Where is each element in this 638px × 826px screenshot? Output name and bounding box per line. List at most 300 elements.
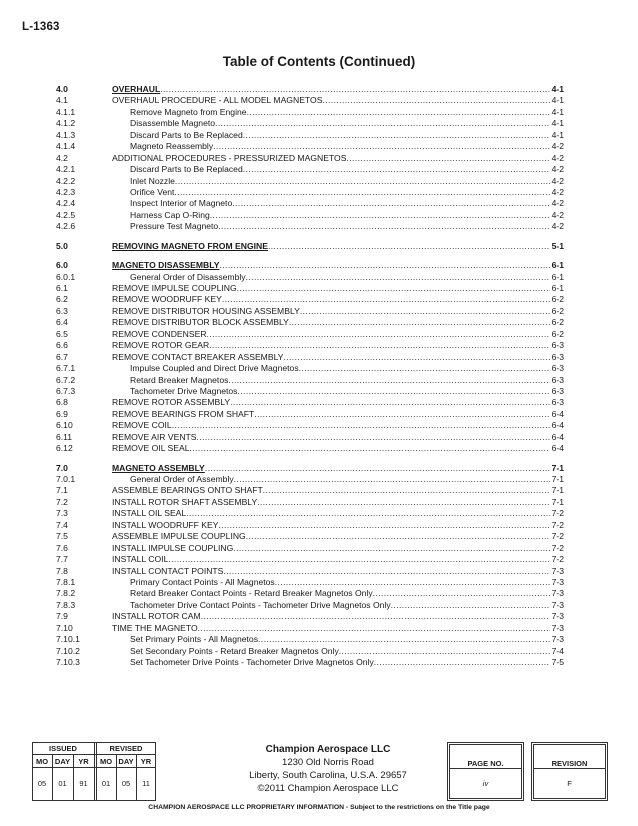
toc-entry-body xyxy=(112,118,550,129)
toc-section-title: Discard Parts to Be Replaced xyxy=(130,164,243,175)
toc-entry-body xyxy=(112,352,550,363)
toc-section-title: Discard Parts to Be Replaced xyxy=(130,129,243,140)
toc-page-number: 7-2 xyxy=(551,519,564,530)
toc-section-title: ASSEMBLE IMPULSE COUPLING xyxy=(112,531,246,542)
toc-dot-leader xyxy=(215,118,550,129)
toc-entry xyxy=(56,176,564,187)
toc-dot-leader xyxy=(373,588,550,599)
toc-entry-body xyxy=(112,130,550,141)
toc-dot-leader xyxy=(237,386,549,397)
toc-page-number: 6-1 xyxy=(551,283,564,293)
toc-entry-body xyxy=(112,340,550,351)
issued-mo: 05 xyxy=(37,779,47,788)
toc-section-title: TIME THE MAGNETO xyxy=(112,622,198,633)
toc-entry xyxy=(56,198,564,209)
toc-section-title: Retard Breaker Contact Points - Retard Breaker Magnetos Only xyxy=(130,588,373,599)
toc-entry xyxy=(56,95,564,106)
toc-page-number: 6-2 xyxy=(551,317,564,328)
toc-section-number: 7.10 xyxy=(56,622,73,633)
toc-dot-leader xyxy=(172,420,550,431)
toc-dot-leader xyxy=(374,657,550,668)
revision-box xyxy=(531,742,608,801)
toc-page-number: 4-2 xyxy=(551,175,564,186)
document-id: L-1363 xyxy=(22,21,60,33)
toc-entry xyxy=(56,463,564,474)
toc-section-title: Remove Magneto from Engine xyxy=(130,106,247,117)
toc-entry xyxy=(56,141,564,152)
toc-section-title: ADDITIONAL PROCEDURES - PRESSURIZED MAGNETOS xyxy=(112,152,347,163)
toc-section-title: Orifice Vent xyxy=(130,186,175,197)
company-address-line2: Liberty, South Carolina, U.S.A. 29657 xyxy=(249,770,407,781)
toc-entry xyxy=(56,317,564,328)
toc-page-number: 7-2 xyxy=(551,542,564,553)
toc-dot-leader xyxy=(243,164,550,175)
toc-section-number: 5.0 xyxy=(56,240,68,251)
toc-entry xyxy=(56,646,564,657)
toc-page-number: 7-4 xyxy=(551,645,564,656)
toc-entry-body xyxy=(112,623,550,634)
toc-section-number: 4.2.3 xyxy=(56,186,76,197)
toc-page-number: 4-2 xyxy=(551,221,564,232)
toc-section-title: INSTALL ROTOR SHAFT ASSEMBLY xyxy=(112,496,258,507)
toc-page-number: 7-1 xyxy=(551,474,564,484)
toc-section-title: Retard Breaker Magnetos xyxy=(130,374,229,385)
toc-dot-leader xyxy=(168,554,549,565)
toc-section-title: INSTALL CONTACT POINTS xyxy=(112,565,224,576)
toc-section-number: 4.1.3 xyxy=(56,129,76,140)
toc-section-number: 6.0.1 xyxy=(56,271,76,282)
toc-entry-body xyxy=(112,497,550,508)
toc-section-title: REMOVE AIR VENTS xyxy=(112,431,197,442)
revised-yr: 11 xyxy=(142,779,150,788)
toc-section-number: 7.9 xyxy=(56,611,68,622)
toc-entry xyxy=(56,272,564,283)
toc-entry-body xyxy=(112,432,550,443)
page-title: Table of Contents (Continued) xyxy=(222,54,416,69)
toc-dot-leader xyxy=(207,329,550,340)
toc-section-number: 7.10.3 xyxy=(56,657,80,667)
toc-section-title: REMOVE COIL xyxy=(112,420,172,431)
toc-entry-body xyxy=(112,611,550,622)
toc-section-number: 7.5 xyxy=(56,531,68,542)
toc-entry xyxy=(56,164,564,175)
toc-entry-body xyxy=(112,577,550,588)
toc-page-number: 7-2 xyxy=(551,531,564,542)
toc-page-number: 6-3 xyxy=(551,340,564,351)
toc-dot-leader xyxy=(246,272,550,283)
toc-section-number: 7.7 xyxy=(56,554,68,565)
toc-dot-leader xyxy=(243,130,550,141)
toc-section-title: Pressure Test Magneto xyxy=(130,221,219,232)
toc-section-title: Impulse Coupled and Direct Drive Magnetos xyxy=(130,363,299,374)
toc-section-title: REMOVE WOODRUFF KEY xyxy=(112,294,222,305)
toc-dot-leader xyxy=(232,198,549,209)
toc-entry xyxy=(56,409,564,420)
toc-dot-leader xyxy=(234,474,550,485)
toc-page-number: 7-3 xyxy=(551,611,564,622)
toc-section-title: Disassemble Magneto xyxy=(130,118,216,129)
toc-entry xyxy=(56,375,564,386)
toc-entry xyxy=(56,497,564,508)
toc-section-number: 7.8 xyxy=(56,565,68,576)
table-of-contents xyxy=(56,84,564,668)
toc-entry xyxy=(56,340,564,351)
toc-entry-body xyxy=(112,543,550,554)
toc-entry xyxy=(56,221,564,232)
toc-section-title: ASSEMBLE BEARINGS ONTO SHAFT xyxy=(112,485,263,496)
toc-entry-body xyxy=(112,588,550,599)
company-address-line1: 1230 Old Norris Road xyxy=(282,757,374,768)
toc-dot-leader xyxy=(160,84,549,95)
toc-page-number: 7-2 xyxy=(551,508,564,519)
issued-yr-header: YR xyxy=(78,757,89,766)
toc-section-number: 6.3 xyxy=(56,305,68,316)
toc-dot-leader xyxy=(254,409,549,420)
toc-entry xyxy=(56,474,564,485)
toc-page-number: 6-3 xyxy=(551,397,564,408)
toc-entry-body xyxy=(112,241,550,252)
revised-day: 05 xyxy=(121,779,131,788)
toc-entry xyxy=(56,485,564,496)
toc-section-title: REMOVE IMPULSE COUPLING xyxy=(112,283,237,293)
toc-section-number: 4.1.4 xyxy=(56,141,76,152)
toc-entry-body xyxy=(112,272,550,283)
toc-page-number: 6-3 xyxy=(551,385,564,396)
toc-page-number: 4-1 xyxy=(551,129,564,140)
toc-entry-body xyxy=(112,531,550,542)
company-block xyxy=(212,742,444,794)
toc-section-number: 7.0.1 xyxy=(56,474,76,484)
toc-section-title: OVERHAUL PROCEDURE - ALL MODEL MAGNETOS xyxy=(112,95,323,106)
toc-dot-leader xyxy=(263,485,550,496)
toc-page-number: 7-3 xyxy=(551,622,564,633)
toc-entry-body xyxy=(112,600,550,611)
toc-section-number: 6.12 xyxy=(56,443,73,454)
toc-entry xyxy=(56,420,564,431)
toc-dot-leader xyxy=(223,566,549,577)
toc-entry-body xyxy=(112,187,550,198)
toc-section-number: 4.2.5 xyxy=(56,209,76,220)
toc-section-title: INSTALL IMPULSE COUPLING xyxy=(112,542,234,553)
toc-entry xyxy=(56,577,564,588)
toc-entry-body xyxy=(112,260,550,271)
toc-page-number: 6-1 xyxy=(551,260,564,271)
toc-dot-leader xyxy=(275,577,550,588)
toc-entry-body xyxy=(112,141,550,152)
toc-entry-body xyxy=(112,294,550,305)
toc-entry-body xyxy=(112,283,550,294)
toc-section-title: Harness Cap O-Ring xyxy=(130,209,210,220)
toc-section-number: 6.1 xyxy=(56,283,68,293)
toc-section-title: General Order of Disassembly xyxy=(130,271,246,282)
toc-section-number: 6.4 xyxy=(56,317,68,328)
toc-page-number: 7-3 xyxy=(551,576,564,587)
toc-section-number: 6.10 xyxy=(56,420,73,431)
revision-letter: F xyxy=(567,779,572,788)
toc-dot-leader xyxy=(391,600,550,611)
toc-dot-leader xyxy=(300,306,550,317)
toc-section-number: 4.1 xyxy=(56,95,68,106)
toc-page-number: 4-1 xyxy=(551,95,564,106)
toc-entry-body xyxy=(112,164,550,175)
proprietary-notice: CHAMPION AEROSPACE LLC PROPRIETARY INFORMATION - Subject to the restrictions on the Title page xyxy=(148,804,490,811)
toc-dot-leader xyxy=(257,497,549,508)
toc-section-title: General Order of Assembly xyxy=(130,474,234,484)
toc-entry-body xyxy=(112,463,550,474)
issued-day-header: DAY xyxy=(54,757,71,766)
toc-section-number: 7.4 xyxy=(56,519,68,530)
toc-page-number: 6-3 xyxy=(551,374,564,385)
toc-dot-leader xyxy=(283,352,549,363)
toc-dot-leader xyxy=(198,623,550,634)
toc-section-title: Tachometer Drive Magnetos xyxy=(130,385,238,396)
toc-page-number: 4-2 xyxy=(551,209,564,220)
toc-section-number: 7.10.2 xyxy=(56,645,80,656)
toc-section-number: 6.0 xyxy=(56,260,68,271)
toc-entry xyxy=(56,634,564,645)
revised-mo: 01 xyxy=(101,779,111,788)
issued-mo-header: MO xyxy=(35,757,49,766)
toc-page-number: 4-2 xyxy=(551,186,564,197)
toc-section-title: REMOVE OIL SEAL xyxy=(112,443,190,454)
toc-entry-body xyxy=(112,386,550,397)
toc-section-number: 4.2 xyxy=(56,152,68,163)
toc-section-title: REMOVE ROTOR GEAR xyxy=(112,340,210,351)
toc-section-number: 7.0 xyxy=(56,462,68,473)
toc-section-title: Inlet Nozzle xyxy=(130,175,175,186)
toc-section-number: 7.8.2 xyxy=(56,588,76,599)
toc-page-number: 7-1 xyxy=(551,462,564,473)
toc-page-number: 7-5 xyxy=(551,657,564,667)
toc-dot-leader xyxy=(201,611,550,622)
toc-entry-body xyxy=(112,646,550,657)
toc-dot-leader xyxy=(230,397,549,408)
toc-entry-body xyxy=(112,409,550,420)
toc-dot-leader xyxy=(289,317,550,328)
toc-entry xyxy=(56,210,564,221)
toc-entry-body xyxy=(112,210,550,221)
toc-dot-leader xyxy=(228,375,549,386)
toc-page-number: 6-1 xyxy=(551,271,564,282)
toc-section-title: Primary Contact Points - All Magnetos xyxy=(130,576,275,587)
toc-dot-leader xyxy=(233,543,549,554)
toc-page-number: 6-4 xyxy=(551,408,564,419)
title-block-footer xyxy=(32,742,608,801)
toc-page-number: 7-3 xyxy=(551,599,564,610)
toc-dot-leader xyxy=(237,283,550,294)
toc-section-number: 7.6 xyxy=(56,542,68,553)
toc-entry-body xyxy=(112,329,550,340)
toc-section-number: 4.2.2 xyxy=(56,175,76,186)
toc-dot-leader xyxy=(339,646,550,657)
toc-entry xyxy=(56,329,564,340)
toc-dot-leader xyxy=(197,432,550,443)
toc-entry xyxy=(56,107,564,118)
toc-entry xyxy=(56,543,564,554)
toc-dot-leader xyxy=(346,153,549,164)
toc-section-number: 4.2.6 xyxy=(56,221,76,232)
toc-page-number: 7-3 xyxy=(551,634,564,645)
toc-entry xyxy=(56,241,564,252)
toc-entry-body xyxy=(112,443,550,454)
toc-entry xyxy=(56,531,564,542)
toc-page-number: 6-2 xyxy=(551,294,564,305)
revised-day-header: DAY xyxy=(118,757,134,766)
toc-entry xyxy=(56,84,564,95)
toc-page-number: 6-2 xyxy=(551,305,564,316)
toc-entry xyxy=(56,363,564,374)
toc-entry xyxy=(56,187,564,198)
toc-section-number: 6.8 xyxy=(56,397,68,408)
toc-entry-body xyxy=(112,566,550,577)
toc-section-title: INSTALL ROTOR CAM xyxy=(112,611,201,622)
toc-entry-body xyxy=(112,375,550,386)
revised-yr-header: YR xyxy=(140,757,152,766)
toc-entry-body xyxy=(112,306,550,317)
toc-dot-leader xyxy=(322,95,549,106)
toc-page-number: 7-1 xyxy=(551,485,564,496)
toc-dot-leader xyxy=(218,221,549,232)
toc-section-title: Set Primary Points - All Magnetos xyxy=(130,634,258,645)
toc-entry xyxy=(56,352,564,363)
toc-entry xyxy=(56,588,564,599)
toc-entry-body xyxy=(112,508,550,519)
toc-dot-leader xyxy=(174,187,549,198)
toc-page-number: 4-1 xyxy=(551,84,564,94)
toc-section-title: REMOVE BEARINGS FROM SHAFT xyxy=(112,408,255,419)
toc-section-number: 6.7.3 xyxy=(56,385,76,396)
toc-entry xyxy=(56,508,564,519)
toc-page-number: 4-2 xyxy=(551,152,564,163)
toc-section-title: MAGNETO ASSEMBLY xyxy=(112,462,205,473)
toc-entry-body xyxy=(112,95,550,106)
copyright: ©2011 Champion Aerospace LLC xyxy=(257,783,399,794)
toc-entry-body xyxy=(112,657,550,668)
toc-entry xyxy=(56,432,564,443)
toc-entry xyxy=(56,611,564,622)
toc-page-number: 7-2 xyxy=(551,554,564,565)
toc-page-number: 4-2 xyxy=(551,198,564,209)
toc-section-title: REMOVE CONDENSER xyxy=(112,328,207,339)
toc-entry xyxy=(56,600,564,611)
toc-entry xyxy=(56,657,564,668)
toc-entry xyxy=(56,153,564,164)
toc-entry-body xyxy=(112,176,550,187)
toc-section-number: 7.1 xyxy=(56,485,68,496)
toc-entry-body xyxy=(112,107,550,118)
toc-entry xyxy=(56,443,564,454)
toc-section-title: INSTALL COIL xyxy=(112,554,169,565)
toc-page-number: 7-3 xyxy=(551,565,564,576)
toc-page-number: 7-1 xyxy=(551,496,564,507)
toc-section-number: 6.7.2 xyxy=(56,374,76,385)
toc-section-title: REMOVE DISTRIBUTOR HOUSING ASSEMBLY xyxy=(112,305,300,316)
toc-section-number: 6.9 xyxy=(56,408,68,419)
issued-yr: 91 xyxy=(79,779,88,788)
toc-entry-body xyxy=(112,554,550,565)
page-number: iv xyxy=(482,779,489,788)
toc-dot-leader xyxy=(209,340,549,351)
toc-dot-leader xyxy=(268,241,550,252)
toc-section-title: MAGNETO DISASSEMBLY xyxy=(112,260,220,271)
toc-dot-leader xyxy=(258,634,550,645)
toc-dot-leader xyxy=(175,176,550,187)
toc-page-number: 6-4 xyxy=(551,431,564,442)
toc-entry-body xyxy=(112,474,550,485)
revised-label: REVISED xyxy=(109,744,143,753)
toc-entry xyxy=(56,397,564,408)
toc-entry xyxy=(56,554,564,565)
page-number-box xyxy=(447,742,524,801)
issued-label: ISSUED xyxy=(49,744,77,753)
toc-section-title: Set Secondary Points - Retard Breaker Magnetos Only xyxy=(130,645,339,656)
toc-dot-leader xyxy=(205,463,550,474)
revised-mo-header: MO xyxy=(99,757,113,766)
toc-section-number: 4.2.1 xyxy=(56,164,76,175)
toc-entry xyxy=(56,386,564,397)
toc-entry xyxy=(56,118,564,129)
toc-entry-body xyxy=(112,317,550,328)
toc-entry xyxy=(56,306,564,317)
toc-section-title: Tachometer Drive Contact Points - Tachometer Drive Magnetos Only xyxy=(130,599,391,610)
toc-section-number: 4.0 xyxy=(56,84,68,94)
toc-entry xyxy=(56,294,564,305)
toc-page-number: 4-1 xyxy=(551,118,564,129)
toc-section-number: 4.1.2 xyxy=(56,118,76,129)
toc-dot-leader xyxy=(213,141,549,152)
revision-label: REVISION xyxy=(551,759,588,768)
toc-section-number: 4.1.1 xyxy=(56,106,76,117)
issued-day: 01 xyxy=(58,779,67,788)
toc-page-number: 6-2 xyxy=(551,328,564,339)
page-number-label: PAGE NO. xyxy=(467,759,504,768)
toc-page-number: 6-4 xyxy=(551,420,564,431)
toc-page-number: 4-2 xyxy=(551,164,564,175)
toc-entry-body xyxy=(112,198,550,209)
toc-entry xyxy=(56,566,564,577)
toc-section-title: OVERHAUL xyxy=(112,84,161,94)
toc-section-title: REMOVE ROTOR ASSEMBLY xyxy=(112,397,231,408)
toc-page-number: 6-3 xyxy=(551,363,564,374)
toc-dot-leader xyxy=(210,210,550,221)
company-name: Champion Aerospace LLC xyxy=(265,744,391,755)
toc-page-number: 4-2 xyxy=(551,141,564,152)
toc-dot-leader xyxy=(222,294,550,305)
toc-section-number: 7.3 xyxy=(56,508,68,519)
toc-dot-leader xyxy=(186,508,549,519)
toc-section-number: 7.8.1 xyxy=(56,576,76,587)
toc-page-number: 6-3 xyxy=(551,351,564,362)
toc-section-title: INSTALL OIL SEAL xyxy=(112,508,187,519)
toc-entry-body xyxy=(112,397,550,408)
toc-entry-body xyxy=(112,221,550,232)
toc-entry xyxy=(56,130,564,141)
toc-entry-body xyxy=(112,520,550,531)
toc-section-number: 6.11 xyxy=(56,431,73,442)
toc-entry-body xyxy=(112,634,550,645)
toc-dot-leader xyxy=(190,443,550,454)
toc-entry xyxy=(56,623,564,634)
toc-section-number: 7.10.1 xyxy=(56,634,80,645)
toc-dot-leader xyxy=(219,260,549,271)
toc-section-number: 6.2 xyxy=(56,294,68,305)
toc-section-number: 7.2 xyxy=(56,496,68,507)
toc-entry-body xyxy=(112,84,550,95)
toc-entry-body xyxy=(112,420,550,431)
toc-entry xyxy=(56,520,564,531)
toc-section-title: INSTALL WOODRUFF KEY xyxy=(112,519,219,530)
toc-page-number: 5-1 xyxy=(551,240,564,251)
